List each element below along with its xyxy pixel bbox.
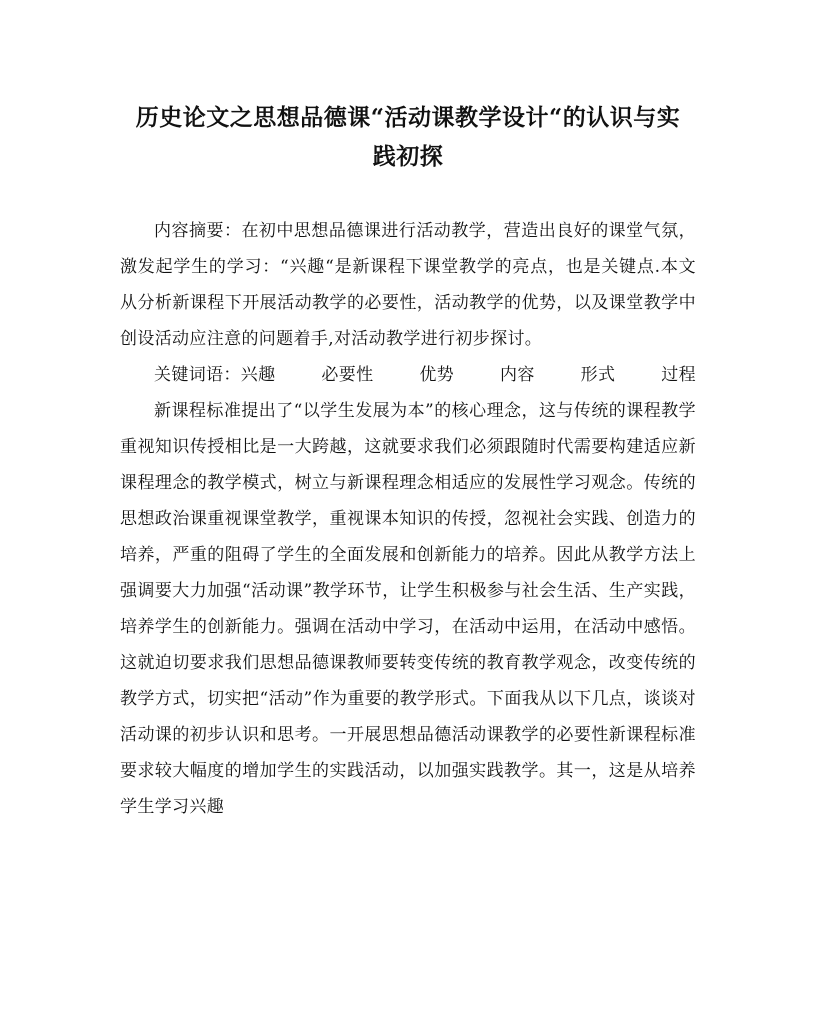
keyword-item: 内容 xyxy=(499,365,535,385)
keyword-item: 优势 xyxy=(419,365,455,385)
title-line-1: 历史论文之思想品德课“活动课教学设计“的认识与实 xyxy=(135,104,681,131)
abstract-paragraph: 内容摘要：在初中思想品德课进行活动教学，营造出良好的课堂气氛，激发起学生的学习：“兴趣“是新课程下课堂教学的亮点，也是关键点.本文从分析新课程下开展活动教学的必要性，活动教学的优势，以及课堂教学中创设活动应注意的问题着手,对活动教学进行初步探讨。 xyxy=(120,221,696,349)
keywords-label: 关键词语：兴趣 xyxy=(154,365,276,385)
keywords-line xyxy=(120,357,696,393)
body-paragraph: 新课程标准提出了“以学生发展为本”的核心理念，这与传统的课程教学重视知识传授相比是一大跨越，这就要求我们必须跟随时代需要构建适应新课程理念的教学模式，树立与新课程理念相适应的发展性学习观念。传统的思想政治课重视课堂教学，重视课本知识的传授，忽视社会实践、创造力的培养，严重的阻碍了学生的全面发展和创新能力的培养。因此从教学方法上强调要大力加强“活动课”教学环节，让学生积极参与社会生活、生产实践，培养学生的创新能力。强调在活动中学习，在活动中运用，在活动中感悟。这就迫切要求我们思想品德课教师要转变传统的教育教学观念，改变传统的教学方式，切实把“活动”作为重要的教学形式。下面我从以下几点，谈谈对活动课的初步认识和思考。一开展思想品德活动课教学的必要性新课程标准要求较大幅度的增加学生的实践活动，以加强实践教学。其一，这是从培养学生学习兴趣 xyxy=(120,401,696,817)
document-content xyxy=(120,213,696,825)
document-title xyxy=(120,98,696,176)
keyword-item: 过程 xyxy=(661,365,696,385)
keyword-item: 必要性 xyxy=(321,365,374,385)
keyword-item: 形式 xyxy=(580,365,616,385)
title-line-2: 践初探 xyxy=(372,143,444,170)
document-page xyxy=(120,98,696,825)
